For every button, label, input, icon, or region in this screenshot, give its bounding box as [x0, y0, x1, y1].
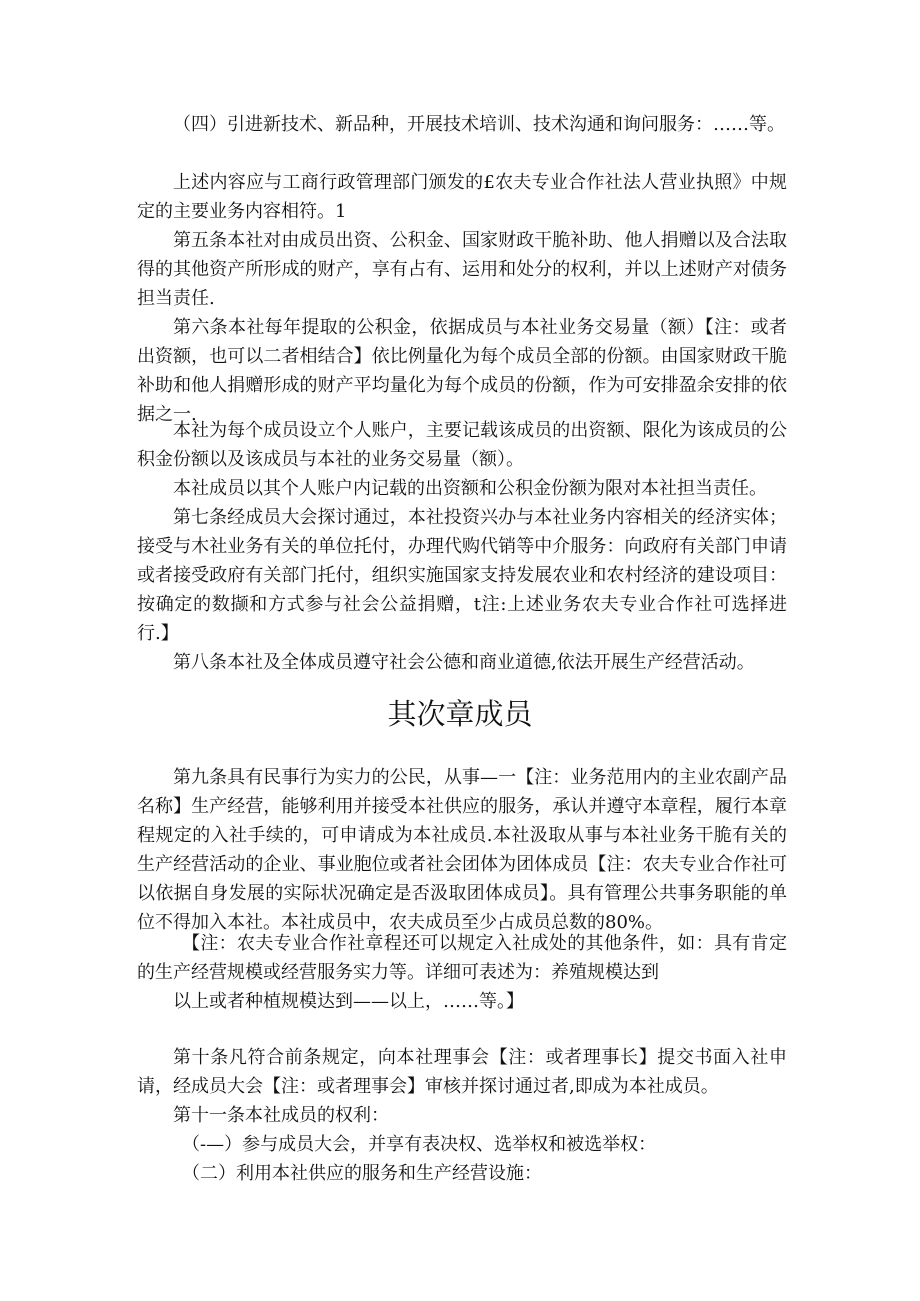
paragraph-article-8: 第八条本社及全体成员遵守社会公德和商业道德,依法开展生产经营活动。 [173, 652, 755, 673]
paragraph-article-10: 第十条凡符合前条规定，向本社理事会【注：或者理事长】提交书面入社申请，经成员大会【注：或者理事会】审核并探讨通过者,即成为本社成员。 [137, 1047, 787, 1097]
paragraph-business-scope-note: 上述内容应与工商行政管理部门颁发的£农夫专业合作社法人营业执照》中规定的主要业务内容相符。1 [137, 172, 787, 222]
paragraph-article-5: 第五条本社对由成员出资、公积金、国家财政干脆补助、他人捐赠以及合法取得的其他资产所形成的财产，享有占有、运用和处分的权利，并以上述财产对债务担当责任. [137, 230, 787, 309]
paragraph-article-9-note-cont: 以上或者种植规模达到——以上，……等。】 [173, 991, 524, 1012]
paragraph-article-9: 第九条具有民事行为实力的公民，从事—一【注：业务范用内的主业农副产品名称】生产经营，能够利用并接受本社供应的服务，承认并遵守本章程，履行本章程规定的入社手续的，可申请成为本社成员.本社汲取从事与本社业务干脆有关的生产经营活动的企业、事业胞位或者社会团体为团体成员【注：农夫专业合作社可以依据自身发展的实际状况确定是否汲取团体成员】。具有管理公共事务职能的单位不得加入本社。本社成员中，农夫成员至少占成员总数的80%。 [137, 767, 787, 933]
paragraph-item-4: （四）引进新技术、新品种，开展技术培训、技术沟通和询问服务：……等。 [173, 114, 785, 135]
paragraph-right-1: （-—）参与成员大会，并享有表决权、选举权和被选举权： [182, 1134, 657, 1155]
paragraph-personal-account: 本社为每个成员设立个人账户，主要记载该成员的出资额、限化为该成员的公积金份额以及该成员与本社的业务交易量（额）。 [137, 420, 787, 470]
paragraph-member-liability: 本社成员以其个人账户内记载的出资额和公积金份额为限对本社担当责任。 [173, 478, 767, 499]
paragraph-right-2: （二）利用本社供应的服务和生产经营设施： [182, 1163, 542, 1184]
paragraph-article-11: 第十一条本社成员的权利： [173, 1105, 389, 1126]
chapter-heading: 其次章成员 [387, 697, 533, 731]
paragraph-article-6: 第六条本社每年提取的公积金，依据成员与本社业务交易量（额）【注：或者出资额，也可以二者相结合】依比例量化为每个成员全部的份额。由国家财政干脆补助和他人捐赠形成的财产平均量化为每个成员的份额，作为可安排盈余安排的依据之一. [137, 317, 787, 425]
paragraph-article-9-note: 【注：农夫专业合作社章程还可以规定入社成处的其他条件，如：具有肯定的生产经营规模或经营服务实力等。详细可表述为：养殖规模达到 [137, 933, 787, 983]
paragraph-article-7: 第七条经成员大会探讨通过，本社投资兴办与本社业务内容相关的经济实体；接受与木社业务有关的单位托付，办理代购代销等中介服务：向政府有关部门申请或者接受政府有关部门托付，组织实施国家支持发展农业和农村经济的建设项目：按确定的数撷和方式参与社会公益捐赠，t注:上述业务农夫专业合作社可选择进行.】 [137, 507, 787, 644]
